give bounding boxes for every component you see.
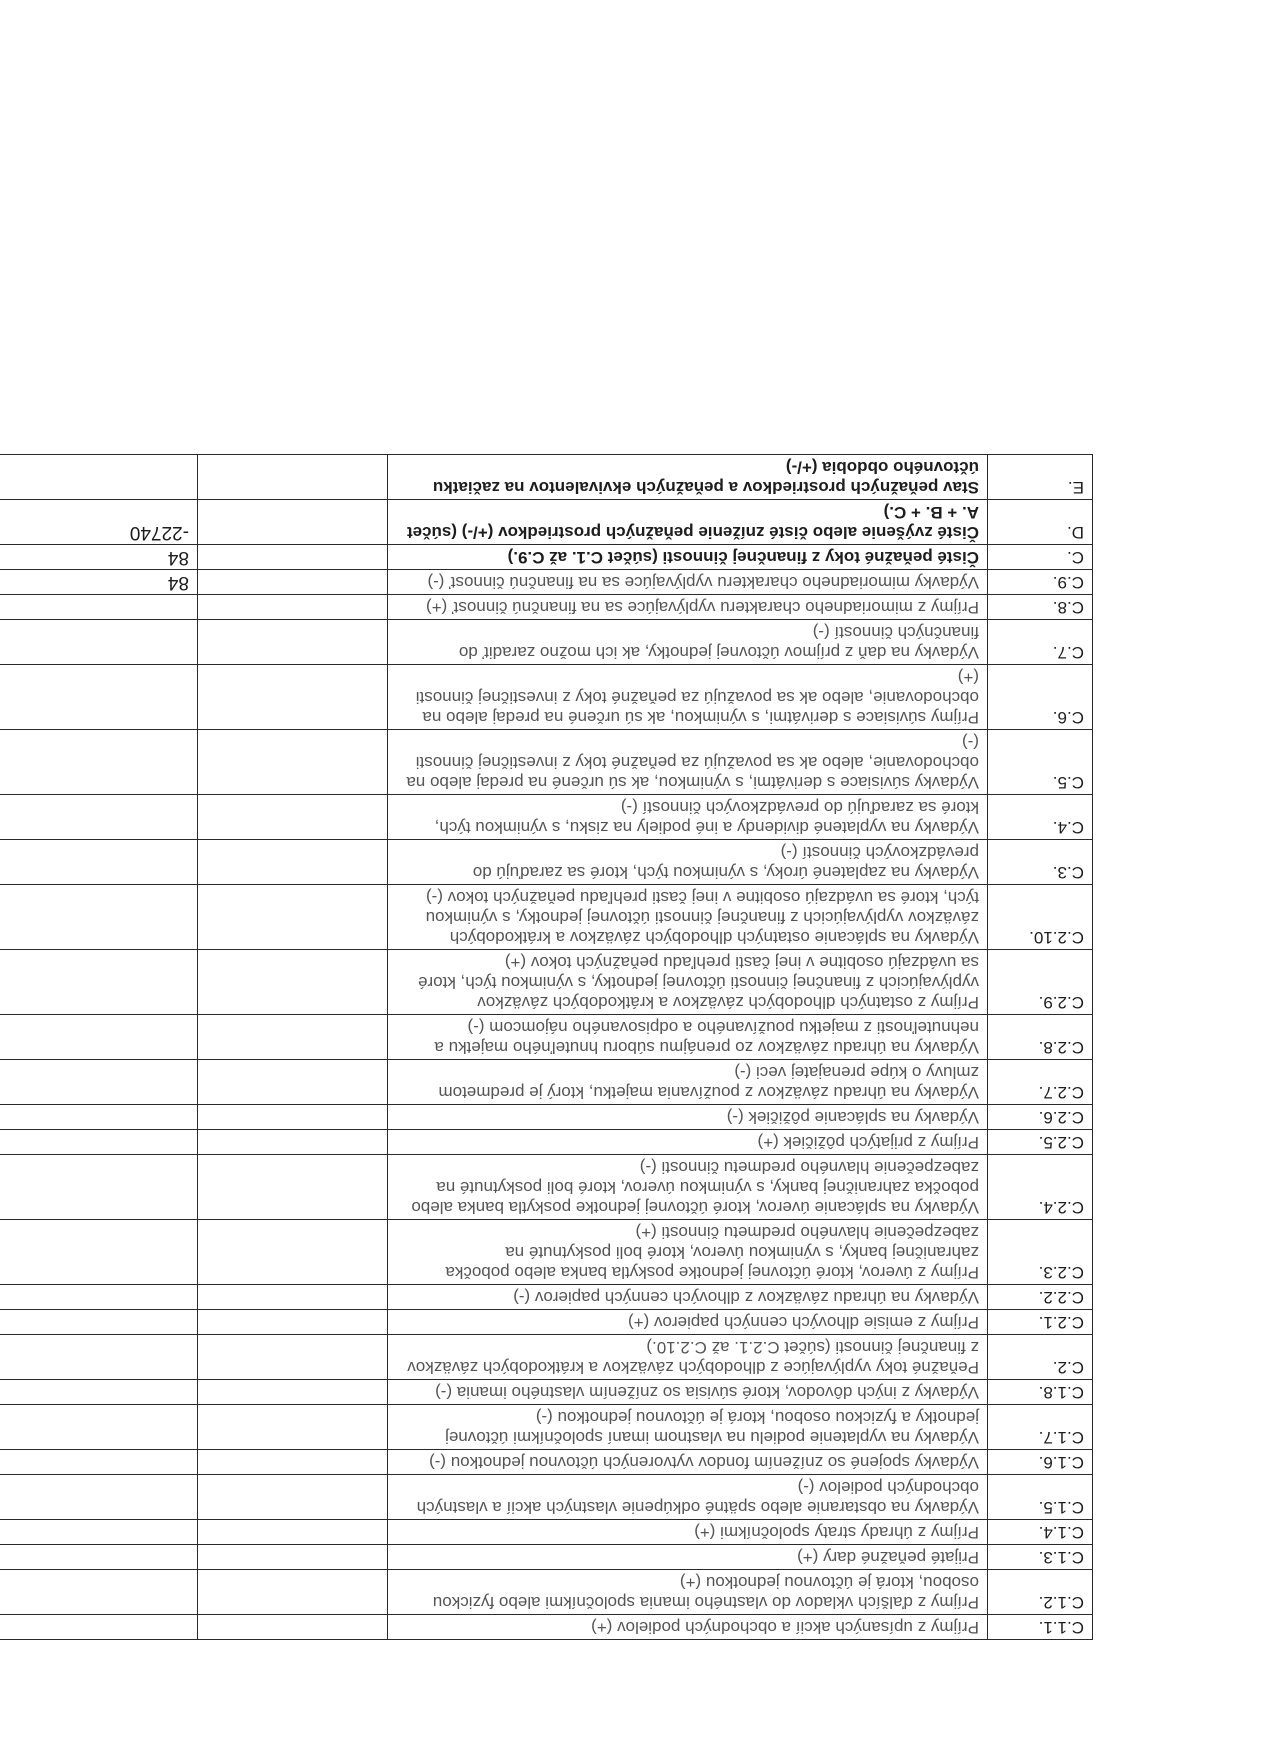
table-row — [0, 1220, 1093, 1285]
row-description: Výdavky spojené so znížením fondov vytvorených účtovnou jednotkou (-) — [388, 1450, 988, 1475]
row-value-current — [198, 1450, 388, 1475]
table-row — [0, 950, 1093, 1015]
row-value-current — [198, 595, 388, 620]
table-row — [0, 1310, 1093, 1335]
row-description: Výdavky na vyplatenie podielu na vlastnom imaní spoločníkmi účtovnej jednotky a fyzickou osobou, ktorá je účtovnou jednotkou (-) — [388, 1405, 988, 1450]
row-code: C.1.8. — [988, 1380, 1093, 1405]
table-row — [0, 1475, 1093, 1520]
table-body — [0, 455, 1093, 1640]
row-value-previous — [0, 1570, 198, 1615]
table-row — [0, 1405, 1093, 1450]
row-value-current — [198, 730, 388, 795]
row-value-current — [198, 1105, 388, 1130]
row-description: Výdavky na úhradu záväzkov z dlhových cenných papierov (-) — [388, 1285, 988, 1310]
row-code: C.2.5. — [988, 1130, 1093, 1155]
row-value-previous — [0, 665, 198, 730]
row-value-current — [198, 950, 388, 1015]
cash-flow-table — [0, 454, 1093, 1640]
table-row — [0, 1060, 1093, 1105]
table-row — [0, 545, 1093, 570]
row-value-current — [198, 795, 388, 840]
row-code: C.2.2. — [988, 1285, 1093, 1310]
row-value-current — [198, 545, 388, 570]
row-value-previous — [0, 1450, 198, 1475]
row-description: Výdavky mimoriadneho charakteru vyplývajúce sa na finančnú činnosť (-) — [388, 570, 988, 595]
row-description: Výdavky na splácanie úverov, ktoré účtovnej jednotke poskytla banka alebo pobočka zahraničnej banky, s výnimkou úverov, ktoré boli poskytnuté na zabezpečenie hlavného predmetu činnosti (-) — [388, 1155, 988, 1220]
row-code: C.2.10. — [988, 885, 1093, 950]
table-row — [0, 1520, 1093, 1545]
table-row — [0, 1335, 1093, 1380]
row-code: C.1.5. — [988, 1475, 1093, 1520]
row-value-previous — [0, 595, 198, 620]
row-value-previous — [0, 1220, 198, 1285]
row-code: C.1.2. — [988, 1570, 1093, 1615]
row-code: D. — [988, 500, 1093, 545]
table-row — [0, 795, 1093, 840]
row-code: C.4. — [988, 795, 1093, 840]
row-value-current — [198, 1310, 388, 1335]
row-code: E. — [988, 455, 1093, 500]
row-value-previous: 84 — [0, 570, 198, 595]
row-code: C.2.9. — [988, 950, 1093, 1015]
row-code: C.1.3. — [988, 1545, 1093, 1570]
row-value-current — [198, 1520, 388, 1545]
table-row — [0, 730, 1093, 795]
row-value-previous — [0, 620, 198, 665]
row-value-previous — [0, 1545, 198, 1570]
row-value-previous — [0, 1060, 198, 1105]
row-value-current — [198, 455, 388, 500]
row-description: Príjmy z upísaných akcií a obchodných podielov (+) — [388, 1615, 988, 1640]
row-description: Príjmy z úverov, ktoré účtovnej jednotke poskytla banka alebo pobočka zahraničnej banky, s výnimkou úverov, ktoré boli poskytnuté na zabezpečenie hlavného predmetu činnosti (+) — [388, 1220, 988, 1285]
row-code: C.1.4. — [988, 1520, 1093, 1545]
row-value-current — [198, 1380, 388, 1405]
row-value-current — [198, 1060, 388, 1105]
row-description: Stav peňažných prostriedkov a peňažných ekvivalentov na začiatku účtovného obdobia (+/-) — [388, 455, 988, 500]
row-value-current — [198, 500, 388, 545]
row-value-current — [198, 665, 388, 730]
table-row — [0, 1105, 1093, 1130]
table-row — [0, 570, 1093, 595]
row-description: Príjmy z mimoriadneho charakteru vyplývajúce sa na finančnú činnosť (+) — [388, 595, 988, 620]
row-code: C. — [988, 545, 1093, 570]
table-row — [0, 1285, 1093, 1310]
row-value-current — [198, 1220, 388, 1285]
table-row — [0, 1570, 1093, 1615]
row-value-current — [198, 1475, 388, 1520]
table-row — [0, 665, 1093, 730]
table-row — [0, 500, 1093, 545]
row-description: Výdavky na splácanie ostatných dlhodobých záväzkov a krátkodobých záväzkov vyplývajúcich z finančnej činnosti účtovnej jednotky, s výnimkou tých, ktoré sa uvádzajú osobitne v inej časti prehľadu peňažných tokov (-) — [388, 885, 988, 950]
row-description: Výdavky na vyplatené dividendy a iné podiely na zisku, s výnimkou tých, ktoré sa zaraďujú do prevádzkových činností (-) — [388, 795, 988, 840]
table-row — [0, 1155, 1093, 1220]
row-value-previous — [0, 1475, 198, 1520]
row-value-current — [198, 1130, 388, 1155]
row-value-previous — [0, 1615, 198, 1640]
row-value-previous: -22740 — [0, 500, 198, 545]
table-row — [0, 1450, 1093, 1475]
row-description: Čisté zvýšenie alebo čisté zníženie peňažných prostriedkov (+/-) (súčet A. + B. + C.) — [388, 500, 988, 545]
row-value-current — [198, 1570, 388, 1615]
row-code: C.2.8. — [988, 1015, 1093, 1060]
row-value-previous — [0, 1520, 198, 1545]
row-value-previous — [0, 1105, 198, 1130]
table-row — [0, 1130, 1093, 1155]
row-description: Výdavky súvisiace s derivátmi, s výnimkou, ak sú určené na predaj alebo na obchodovanie, alebo ak sa považujú za peňažné toky z investičnej činnosti (-) — [388, 730, 988, 795]
row-description: Príjmy z ostatných dlhodobých záväzkov a krátkodobých záväzkov vyplývajúcich z finančnej činnosti účtovnej jednotky, s výnimkou tých, ktoré sa uvádzajú osobitne v inej časti prehľadu peňažných tokov (+) — [388, 950, 988, 1015]
row-description: Príjmy z úhrady straty spoločníkmi (+) — [388, 1520, 988, 1545]
row-value-previous — [0, 950, 198, 1015]
row-code: C.2.1. — [988, 1310, 1093, 1335]
table-row — [0, 885, 1093, 950]
table-row — [0, 1015, 1093, 1060]
row-value-current — [198, 1335, 388, 1380]
row-code: C.6. — [988, 665, 1093, 730]
row-code: C.9. — [988, 570, 1093, 595]
row-description: Výdavky na daň z príjmov účtovnej jednotky, ak ich možno zaradiť do finančných činností (-) — [388, 620, 988, 665]
row-description: Prijaté peňažné dary (+) — [388, 1545, 988, 1570]
row-value-previous — [0, 730, 198, 795]
row-value-current — [198, 1285, 388, 1310]
row-value-current — [198, 1545, 388, 1570]
row-description: Výdavky na úhradu záväzkov z používania majetku, ktorý je predmetom zmluvy o kúpe prenajatej veci (-) — [388, 1060, 988, 1105]
row-value-previous — [0, 795, 198, 840]
row-description: Výdavky na zaplatené úroky, s výnimkou tých, ktoré sa zaraďujú do prevádzkových činností (-) — [388, 840, 988, 885]
row-code: C.2.6. — [988, 1105, 1093, 1130]
table-row — [0, 620, 1093, 665]
row-code: C.2.4. — [988, 1155, 1093, 1220]
row-code: C.1.1. — [988, 1615, 1093, 1640]
row-value-current — [198, 620, 388, 665]
row-value-previous — [0, 1310, 198, 1335]
table-row — [0, 1615, 1093, 1640]
row-description: Výdavky na obstaranie alebo spätné odkúpenie vlastných akcií a vlastných obchodných podielov (-) — [388, 1475, 988, 1520]
row-value-previous — [0, 1380, 198, 1405]
row-value-previous — [0, 1015, 198, 1060]
row-value-current — [198, 885, 388, 950]
row-value-current — [198, 1155, 388, 1220]
row-value-previous: 84 — [0, 545, 198, 570]
row-value-current — [198, 570, 388, 595]
row-description: Príjmy z emisie dlhových cenných papierov (+) — [388, 1310, 988, 1335]
row-description: Príjmy súvisiace s derivátmi, s výnimkou, ak sú určené na predaj alebo na obchodovanie, alebo ak sa považujú za peňažné toky z investičnej činnosti (+) — [388, 665, 988, 730]
table-row — [0, 1545, 1093, 1570]
row-description: Čisté peňažné toky z finančnej činnosti (súčet C.1. až C.9.) — [388, 545, 988, 570]
table-row — [0, 1380, 1093, 1405]
row-description: Výdavky na splácanie pôžičiek (-) — [388, 1105, 988, 1130]
row-value-previous — [0, 455, 198, 500]
row-description: Výdavky na úhradu záväzkov zo prenájmu súboru hnuteľného majetku a nehnuteľnosti z majetku používaného a odpisovaného nájomcom (-) — [388, 1015, 988, 1060]
row-code: C.7. — [988, 620, 1093, 665]
row-code: C.3. — [988, 840, 1093, 885]
row-code: C.1.6. — [988, 1450, 1093, 1475]
row-value-current — [198, 1615, 388, 1640]
table-row — [0, 455, 1093, 500]
row-description: Peňažné toky vyplývajúce z dlhodobých záväzkov a krátkodobých záväzkov z finančnej činnosti (súčet C.2.1. až C.2.10.) — [388, 1335, 988, 1380]
row-value-current — [198, 840, 388, 885]
row-code: C.2.7. — [988, 1060, 1093, 1105]
row-value-previous — [0, 885, 198, 950]
row-description: Príjmy z ďalších vkladov do vlastného imania spoločníkmi alebo fyzickou osobou, ktorá je účtovnou jednotkou (+) — [388, 1570, 988, 1615]
row-description: Výdavky z iných dôvodov, ktoré súvisia so znížením vlastného imania (-) — [388, 1380, 988, 1405]
row-value-previous — [0, 1405, 198, 1450]
row-value-previous — [0, 840, 198, 885]
row-code: C.2. — [988, 1335, 1093, 1380]
row-code: C.1.7. — [988, 1405, 1093, 1450]
table-row — [0, 595, 1093, 620]
table-row — [0, 840, 1093, 885]
row-value-previous — [0, 1285, 198, 1310]
row-value-current — [198, 1015, 388, 1060]
row-value-previous — [0, 1130, 198, 1155]
row-value-previous — [0, 1335, 198, 1380]
row-code: C.5. — [988, 730, 1093, 795]
row-value-current — [198, 1405, 388, 1450]
row-description: Príjmy z prijatých pôžičiek (+) — [388, 1130, 988, 1155]
row-value-previous — [0, 1155, 198, 1220]
row-code: C.2.3. — [988, 1220, 1093, 1285]
row-code: C.8. — [988, 595, 1093, 620]
